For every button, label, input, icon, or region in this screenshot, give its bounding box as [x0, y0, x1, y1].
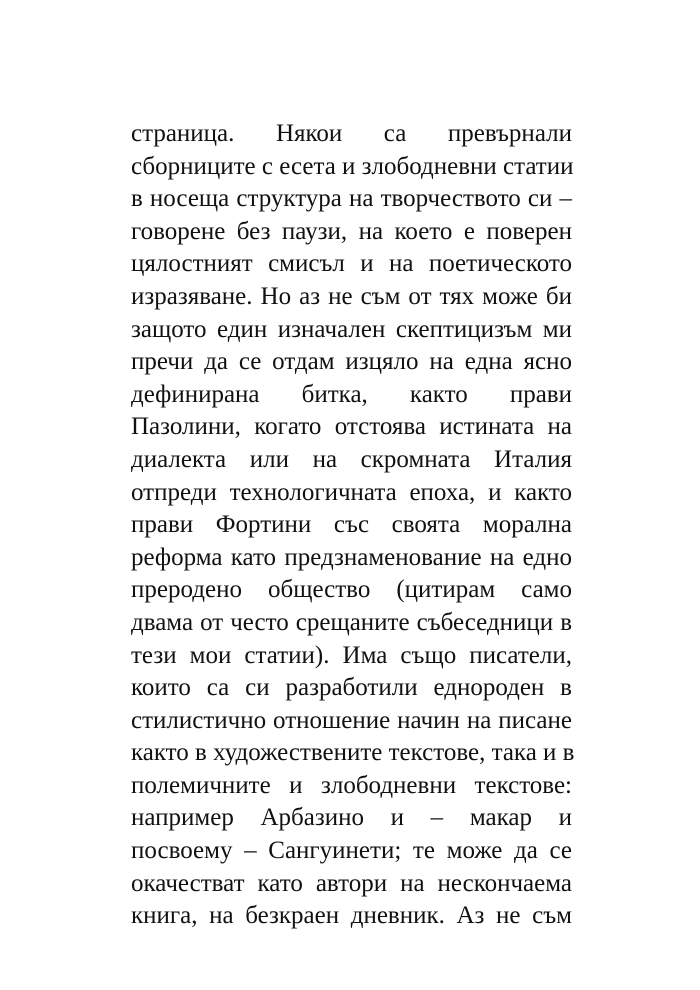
text-line: пречи да се отдам изцяло на една ясно — [131, 348, 572, 376]
text-line: говорене без паузи, на което е поверен — [131, 217, 572, 245]
text-line: преродено общество (цитирам само — [131, 576, 572, 604]
text-line: прави Фортини със своята морална — [131, 511, 572, 539]
text-line: защото един изначален скептицизъм ми — [131, 315, 572, 343]
text-line: Пазолини, когато отстоява истината на — [131, 413, 572, 441]
text-line: отпреди технологичната епоха, и както — [131, 478, 572, 506]
body-text — [131, 118, 575, 933]
text-line: стилистично отношение начин на писане — [131, 706, 572, 734]
text-line: например Арбазино и – макар и — [131, 804, 572, 832]
text-line: в носеща структура на творчеството си – — [131, 185, 572, 213]
text-line: книга, на безкраен дневник. Аз не съм — [131, 902, 572, 930]
text-line: диалекта или на скромната Италия — [131, 445, 572, 473]
text-line: полемичните и злободневни текстове: — [131, 771, 572, 799]
text-line: двама от често срещаните събеседници в — [131, 608, 572, 636]
text-line: които са си разработили еднороден в — [131, 674, 572, 702]
text-line: сборниците с есета и злободневни статии — [131, 152, 574, 180]
text-line: дефинирана битка, както прави — [131, 380, 572, 408]
text-line: реформа като предзнаменование на едно — [131, 543, 572, 571]
text-line: изразяване. Но аз не съм от тях може би — [131, 282, 572, 310]
text-line: страница. Някои са превърнали — [131, 120, 572, 147]
text-line: цялостният смисъл и на поетическото — [131, 250, 572, 278]
text-line: посвоему – Сангуинети; те може да се — [131, 837, 572, 865]
text-line: тези мои статии). Има също писатели, — [131, 641, 572, 669]
text-line: окачестват като автори на нескончаема — [131, 869, 572, 897]
text-line: както в художествените текстове, така и в — [131, 739, 575, 767]
